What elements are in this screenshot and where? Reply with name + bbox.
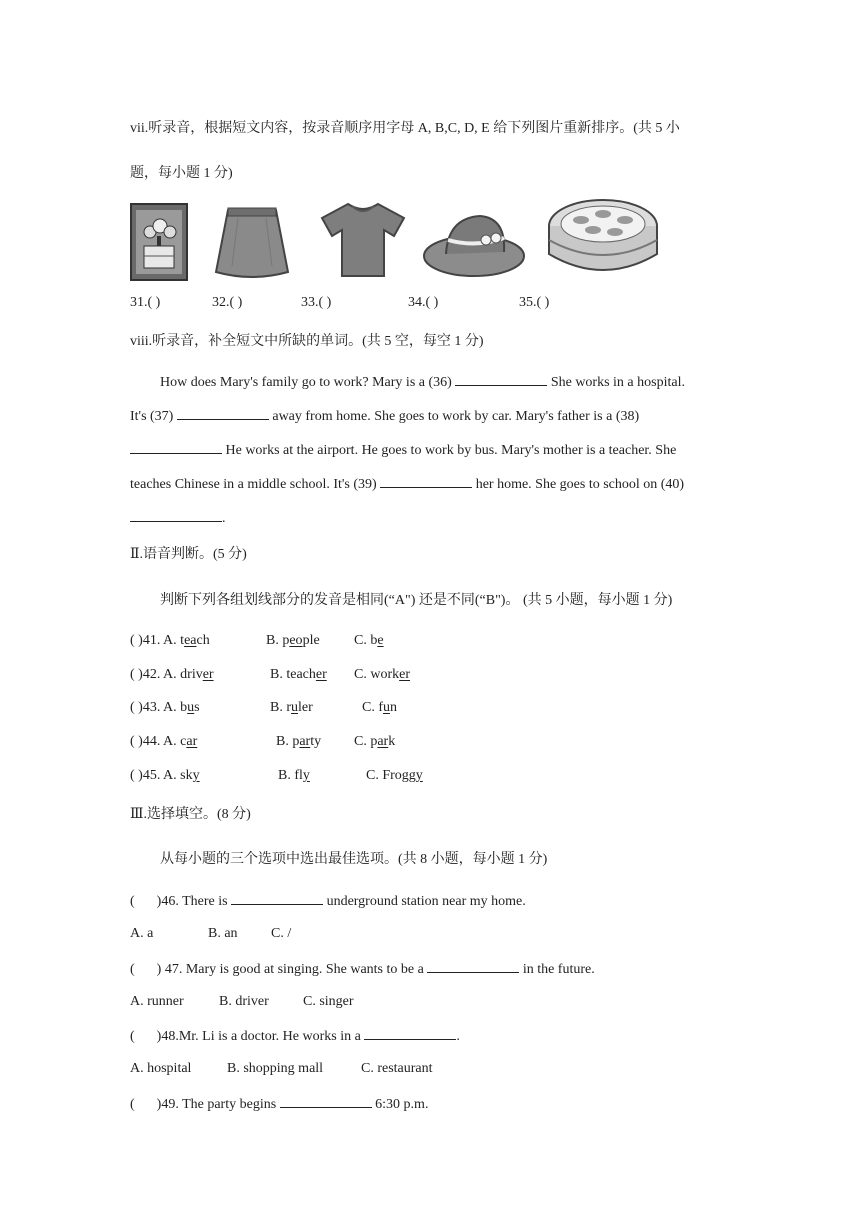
blank-40[interactable] [130,508,222,522]
option-47-b[interactable]: B. driver [219,994,269,1009]
blank-36[interactable] [455,372,547,386]
q-option-c-rest: n [390,700,397,715]
question-text: )49. The party begins [156,1097,280,1112]
answer-paren[interactable]: ( ) [130,700,143,715]
question-45-c [366,767,423,785]
question-47 [130,959,595,979]
section3-heading: Ⅲ.选择填空。(8 分) [130,807,251,822]
option-48-c[interactable]: C. restaurant [361,1061,433,1076]
q-option-a: 44. A. c [142,734,187,749]
answer-paren-open[interactable]: ( [130,1029,135,1044]
q-option-a: 42. A. driv [142,667,203,682]
skirt-icon [212,196,292,282]
pie-icon [547,196,659,282]
underlined-part: y [192,768,200,783]
question-text: 6:30 p.m. [371,1097,429,1112]
question-text: in the future. [519,962,595,977]
blank-48[interactable] [364,1026,456,1040]
blank-46[interactable] [231,891,323,905]
underlined-part: y [302,768,310,783]
q-option-b: B. p [276,734,300,749]
question-42-b [270,666,327,684]
option-46-c[interactable]: C. / [271,926,292,941]
passage-line-4 [130,474,684,494]
option-46-b[interactable]: B. an [208,926,238,941]
answer-paren-open[interactable]: ( [130,962,135,977]
question-43-c [362,699,397,717]
question-46 [130,891,526,911]
underlined-part: er [399,667,411,682]
question-43 [130,699,200,717]
underlined-part: ar [186,734,198,749]
blank-38[interactable] [130,440,222,454]
question-text: underground station near my home. [323,894,526,909]
passage-line-5 [130,508,226,528]
passage-text: She works in a hospital. [547,375,685,390]
q-option-a-rest: s [194,700,200,715]
q-option-b: B. teach [270,667,316,682]
q-option-a: 41. A. t [142,633,185,648]
q-option-c: C. p [354,734,378,749]
picture-row [130,196,670,282]
answer-paren-open[interactable]: ( [130,1097,135,1112]
question-44-c [354,733,395,751]
answer-paren-open[interactable]: ( [130,894,135,909]
q-option-b-rest: ler [298,700,313,715]
option-48-a[interactable]: A. hospital [130,1061,192,1076]
question-43-b [270,699,313,717]
answer-paren[interactable]: ( ) [130,633,143,648]
q-option-c: C. f [362,700,383,715]
section2-heading: Ⅱ.语音判断。(5 分) [130,547,247,562]
cake-icon [130,196,188,282]
question-44-b [276,733,321,751]
underlined-part: eo [289,633,303,648]
question-41-b [266,632,320,650]
q-option-a: 45. A. sk [142,768,193,783]
q-option-b: B. r [270,700,291,715]
question-41 [130,632,210,650]
question-48 [130,1026,460,1046]
section8-heading: viii.听录音，补全短文中所缺的单词。(共 5 空，每空 1 分) [130,334,484,349]
question-text: )48.Mr. Li is a doctor. He works in a [156,1029,365,1044]
passage-text: How does Mary's family go to work? Mary is a (36) [160,375,456,390]
underlined-part: y [415,768,423,783]
passage-text: away from home. She goes to work by car. Mary's father is a (38) [268,409,640,424]
answer-paren[interactable]: ( ) [130,768,143,783]
question-49 [130,1094,428,1114]
question-text: ) 47. Mary is good at singing. She wants to be a [156,962,428,977]
passage-text: . [222,511,226,526]
passage-line-1 [160,372,685,392]
option-48-b[interactable]: B. shopping mall [227,1061,324,1076]
answer-paren[interactable]: ( ) [130,734,143,749]
q-option-c: C. work [354,667,400,682]
answer-slot-31[interactable]: 31.( ) [130,295,161,310]
answer-paren[interactable]: ( ) [130,667,143,682]
q-option-b-rest: ty [310,734,322,749]
question-42-c [354,666,410,684]
tshirt-icon [320,196,406,282]
answer-slot-32[interactable]: 32.( ) [212,295,243,310]
q-option-c-rest: k [388,734,396,749]
section2-instruction: 判断下列各组划线部分的发音是相同(“A") 还是不同(“B")。 (共 5 小题，每小题 1 分) [160,593,673,608]
underlined-part: ar [377,734,389,749]
passage-line-2 [130,406,639,426]
blank-37[interactable] [177,406,269,420]
q-option-a-rest: ch [196,633,210,648]
underlined-part: ar [299,734,311,749]
section7-heading-line1: vii.听录音，根据短文内容，按录音顺序用字母 A, B,C, D, E 给下列图片重新排序。(共 5 小 [130,121,680,136]
option-47-a[interactable]: A. runner [130,994,184,1009]
underlined-part: er [315,667,327,682]
section7-heading-line2: 题，每小题 1 分) [130,166,233,181]
blank-49[interactable] [280,1094,372,1108]
question-45-b [278,767,310,785]
section3-instruction: 从每小题的三个选项中选出最佳选项。(共 8 小题，每小题 1 分) [160,852,548,867]
hat-icon [422,196,528,282]
option-46-a[interactable]: A. a [130,926,154,941]
answer-slot-33[interactable]: 33.( ) [301,295,332,310]
question-text: )46. There is [156,894,232,909]
q-option-b: B. p [266,633,290,648]
q-option-b: B. fl [278,768,303,783]
passage-line-3 [130,440,676,460]
passage-text: He works at the airport. He goes to work by bus. Mary's mother is a teacher. She [222,443,677,458]
underlined-part: ea [184,633,197,648]
passage-text: her home. She goes to school on (40) [472,477,685,492]
question-44 [130,733,197,751]
question-45 [130,767,200,785]
q-option-b-rest: ple [302,633,320,648]
underlined-part: u [383,700,390,715]
question-42 [130,666,214,684]
underlined-part: er [202,667,214,682]
underlined-part: u [291,700,298,715]
answer-slot-34[interactable]: 34.( ) [408,295,439,310]
passage-text: It's (37) [130,409,177,424]
q-option-a: 43. A. b [142,700,188,715]
option-47-c[interactable]: C. singer [303,994,354,1009]
answer-slot-35[interactable]: 35.( ) [519,295,550,310]
passage-text: teaches Chinese in a middle school. It's (39) [130,477,381,492]
q-option-c: C. b [354,633,378,648]
underlined-part: e [377,633,384,648]
underlined-part: u [187,700,195,715]
blank-47[interactable] [427,959,519,973]
question-text: . [456,1029,460,1044]
blank-39[interactable] [380,474,472,488]
question-41-c [354,632,384,650]
q-option-c: C. Frogg [366,768,416,783]
